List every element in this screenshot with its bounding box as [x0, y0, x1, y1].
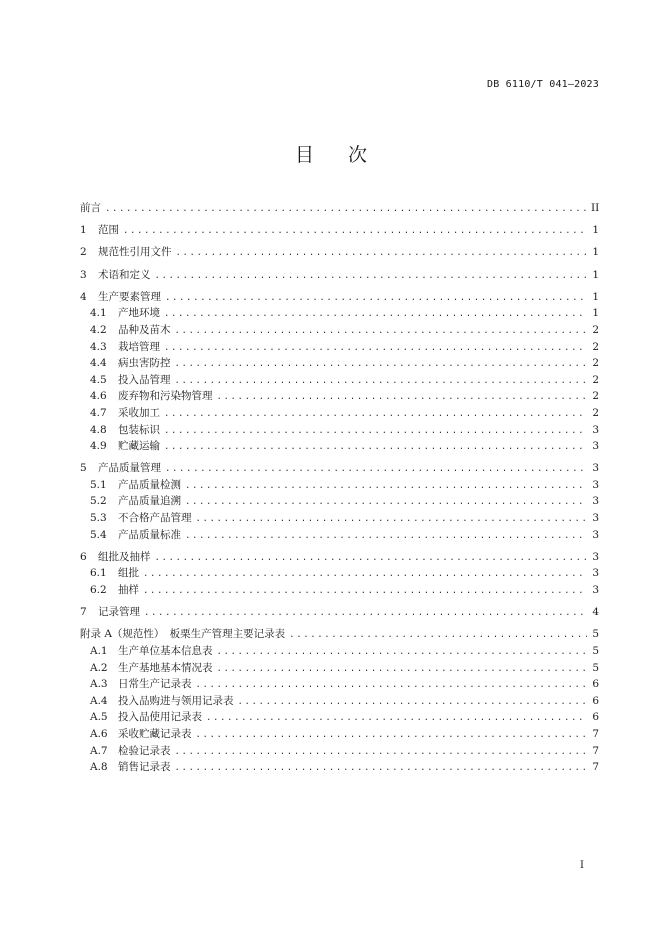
- toc-entry-page: 3: [592, 550, 599, 563]
- dot-leader: [175, 356, 588, 373]
- toc-entry[interactable]: [80, 355, 599, 372]
- toc-entry-number: 4.3: [90, 340, 107, 353]
- toc-entry-page: II: [591, 202, 600, 214]
- toc-entry-page: 2: [592, 373, 599, 386]
- page-number: I: [580, 860, 584, 871]
- toc-entry-number: 2: [80, 246, 87, 259]
- toc-entry-page: 7: [592, 727, 599, 740]
- dot-leader: [196, 727, 588, 744]
- page-title: 目次: [294, 144, 401, 166]
- toc-entry-number: 4.2: [90, 323, 107, 336]
- dot-leader: [238, 694, 588, 711]
- toc-entry-page: 1: [592, 290, 599, 303]
- dot-leader: [165, 290, 587, 307]
- toc-entry-label: 采收加工: [118, 406, 160, 419]
- toc-entry-number: 4.7: [90, 406, 107, 419]
- toc-entry-label: 抽样: [118, 584, 139, 597]
- toc-entry[interactable]: [80, 709, 599, 726]
- toc-entry-page: 3: [592, 440, 599, 453]
- toc-entry[interactable]: [80, 438, 599, 455]
- toc-entry[interactable]: [80, 643, 599, 660]
- toc-entry-number: 6: [80, 550, 87, 563]
- toc-entry-label: 日常生产记录表: [118, 678, 192, 691]
- toc-entry-label: 贮藏运输: [118, 440, 160, 453]
- toc-entry-label: 规范性引用文件: [98, 246, 172, 259]
- toc-entry-page: 7: [592, 761, 599, 774]
- toc-entry-number: 5.3: [90, 512, 107, 525]
- toc-entry-number: 7: [80, 606, 87, 619]
- toc-entry-number: A.4: [90, 694, 108, 707]
- toc-entry-page: 3: [592, 478, 599, 491]
- dot-leader: [164, 439, 587, 456]
- dot-leader: [196, 677, 588, 694]
- toc-entry-number: A.2: [90, 661, 108, 674]
- toc-entry[interactable]: [80, 565, 599, 582]
- dot-leader: [175, 373, 588, 390]
- toc-entry[interactable]: [80, 759, 599, 776]
- dot-leader: [196, 511, 588, 528]
- toc-entry-label: 产品质量追溯: [118, 495, 181, 508]
- toc-entry[interactable]: [80, 244, 599, 261]
- toc-entry-page: 5: [592, 645, 599, 657]
- toc-entry-label: 产品质量管理: [98, 462, 161, 475]
- toc-entry-label: 生产基地基本情况表: [118, 661, 213, 674]
- dot-leader: [164, 406, 587, 423]
- toc-entry-label: 栽培管理: [118, 340, 160, 353]
- toc-entry-label: 检验记录表: [118, 744, 171, 757]
- toc-entry-page: 3: [592, 462, 599, 475]
- toc-entry[interactable]: [80, 339, 599, 356]
- toc-entry-label: 采收贮藏记录表: [118, 727, 192, 740]
- toc-entry[interactable]: [80, 726, 599, 743]
- toc-entry[interactable]: [80, 422, 599, 439]
- toc-entry-page: 2: [592, 406, 599, 419]
- toc-entry[interactable]: [80, 372, 599, 389]
- toc-entry-number: 5: [80, 462, 87, 475]
- toc-entry-label: 产品质量检测: [118, 478, 181, 491]
- dot-leader: [217, 389, 588, 406]
- toc-entry-label: 记录管理: [98, 606, 140, 619]
- toc-entry[interactable]: [80, 676, 599, 693]
- toc-entry-number: 4.9: [90, 440, 107, 453]
- toc-entry-number: A.8: [90, 761, 108, 774]
- toc-entry-page: 3: [592, 495, 599, 508]
- toc-entry-number: A.6: [90, 727, 108, 740]
- toc-entry[interactable]: [80, 289, 599, 306]
- toc-entry-label: 投入品管理: [118, 373, 171, 386]
- toc-entry-number: A.1: [90, 645, 108, 657]
- dot-leader: [185, 528, 587, 545]
- toc-entry-number: A.3: [90, 678, 108, 691]
- toc-entry-label: 包装标识: [118, 423, 160, 436]
- toc-entry-label: 不合格产品管理: [118, 512, 192, 525]
- toc-entry-page: 3: [592, 512, 599, 525]
- toc-entry-label: 投入品使用记录表: [118, 711, 202, 724]
- dot-leader: [185, 478, 587, 495]
- toc-entry-number: 4.5: [90, 373, 107, 386]
- toc-entry-label: 生产要素管理: [98, 290, 161, 303]
- toc-entry-number: A.5: [90, 711, 108, 724]
- dot-leader: [175, 323, 588, 340]
- toc-entry[interactable]: [80, 222, 599, 239]
- toc-entry-number: 5.2: [90, 495, 107, 508]
- toc-entry-number: 4.8: [90, 423, 107, 436]
- toc-entry-number: A.7: [90, 744, 108, 757]
- standard-code: DB 6110/T 041—2023: [487, 79, 599, 90]
- toc-entry-number: 5.4: [90, 528, 107, 541]
- dot-leader: [164, 423, 587, 440]
- toc-entry-page: 4: [592, 606, 599, 619]
- toc-entry-number: 4.1: [90, 307, 107, 320]
- toc-entry-page: 1: [592, 268, 599, 281]
- dot-leader: [289, 627, 587, 644]
- toc-entry-label: 生产单位基本信息表: [118, 645, 213, 657]
- toc-entry-label: 产地环境: [118, 307, 160, 320]
- toc-entry-page: 1: [592, 224, 599, 237]
- toc-entry[interactable]: [80, 510, 599, 527]
- toc-entry[interactable]: [80, 743, 599, 760]
- dot-leader: [217, 644, 588, 661]
- dot-leader: [176, 245, 588, 262]
- toc-entry[interactable]: [80, 322, 599, 339]
- toc-entry-page: 6: [592, 711, 599, 724]
- toc-entry-label: 组批: [118, 567, 139, 580]
- toc-entry[interactable]: [80, 527, 599, 544]
- toc-entry-label: 投入品购进与领用记录表: [118, 694, 234, 707]
- toc-entry[interactable]: [80, 305, 599, 322]
- dot-leader: [155, 268, 588, 285]
- toc-entry-number: 4.6: [90, 390, 107, 403]
- toc-entry-page: 3: [592, 528, 599, 541]
- toc-entry-number: 1: [80, 224, 87, 237]
- toc-entry-number: 5.1: [90, 478, 107, 491]
- dot-leader: [206, 710, 587, 727]
- dot-leader: [165, 461, 587, 478]
- toc-entry-page: 5: [592, 661, 599, 674]
- toc-entry-number: 6.1: [90, 567, 107, 580]
- toc-entry-label: 术语和定义: [98, 268, 151, 281]
- dot-leader: [144, 605, 587, 622]
- toc-entry-page: 3: [592, 567, 599, 580]
- toc-entry[interactable]: [80, 200, 599, 217]
- toc-entry[interactable]: [80, 267, 599, 284]
- toc-entry-label: 范围: [98, 224, 119, 237]
- dot-leader: [155, 550, 588, 567]
- toc-entry-page: 2: [592, 390, 599, 403]
- toc-entry-label: 产品质量标准: [118, 528, 181, 541]
- dot-leader: [217, 661, 588, 678]
- toc-entry[interactable]: [80, 626, 599, 643]
- toc-entry-page: 2: [592, 323, 599, 336]
- toc-entry[interactable]: [80, 582, 599, 599]
- toc-entry-page: 3: [592, 423, 599, 436]
- toc-entry-number: 4: [80, 290, 87, 303]
- dot-leader: [164, 340, 587, 357]
- toc-entry[interactable]: [80, 405, 599, 422]
- toc-entry[interactable]: [80, 549, 599, 566]
- table-of-contents: [80, 200, 599, 776]
- toc-entry[interactable]: [80, 604, 599, 621]
- toc-entry-label: 销售记录表: [118, 761, 171, 774]
- toc-entry[interactable]: [80, 493, 599, 510]
- toc-entry-page: 6: [592, 678, 599, 691]
- toc-entry[interactable]: [80, 693, 599, 710]
- toc-entry-page: 5: [592, 628, 599, 641]
- dot-leader: [143, 566, 587, 583]
- dot-leader: [164, 306, 587, 323]
- toc-entry[interactable]: [80, 388, 599, 405]
- toc-entry-page: 6: [592, 694, 599, 707]
- toc-entry-label: 品种及苗木: [118, 323, 171, 336]
- dot-leader: [175, 760, 588, 777]
- toc-entry[interactable]: [80, 477, 599, 494]
- toc-entry-page: 3: [592, 584, 599, 597]
- toc-entry-number: 3: [80, 268, 87, 281]
- dot-leader: [185, 494, 587, 511]
- toc-entry-label: 附录 A（规范性） 板栗生产管理主要记录表: [80, 628, 286, 641]
- toc-entry-number: 4.4: [90, 357, 107, 370]
- dot-leader: [175, 744, 588, 761]
- toc-entry-page: 7: [592, 744, 599, 757]
- toc-entry-label: 组批及抽样: [98, 550, 151, 563]
- toc-entry-number: 6.2: [90, 584, 107, 597]
- toc-entry-page: 1: [592, 246, 599, 259]
- toc-entry-label: 前言: [80, 202, 101, 214]
- toc-entry[interactable]: [80, 660, 599, 677]
- dot-leader: [123, 223, 587, 240]
- toc-entry-label: 病虫害防控: [118, 357, 171, 370]
- toc-entry-page: 2: [592, 340, 599, 353]
- dot-leader: [105, 201, 587, 218]
- toc-entry[interactable]: [80, 460, 599, 477]
- toc-entry-page: 1: [592, 307, 599, 320]
- toc-entry-label: 废弃物和污染物管理: [118, 390, 213, 403]
- toc-entry-page: 2: [592, 357, 599, 370]
- dot-leader: [143, 583, 587, 600]
